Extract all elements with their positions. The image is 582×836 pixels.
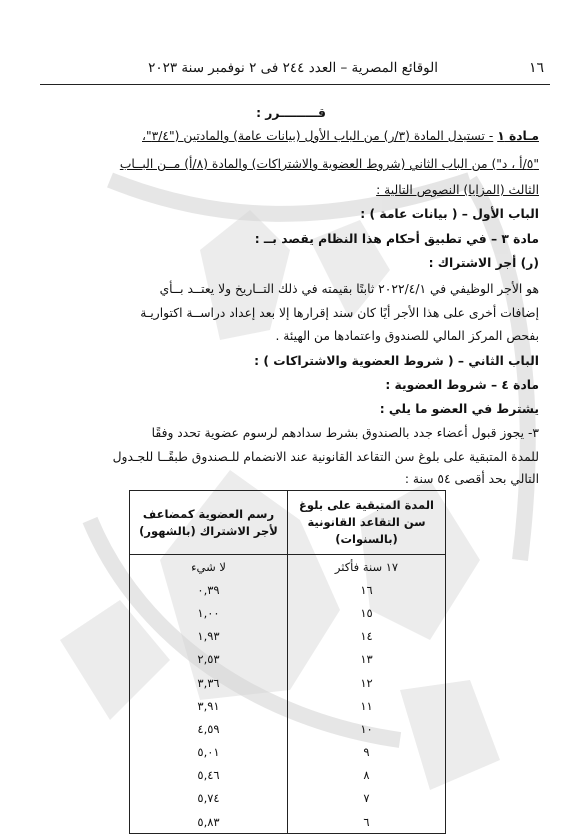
- decision-heading: قـــــــــرر :: [256, 106, 326, 120]
- fee-multiple-cell: ٥,٨٣: [130, 810, 288, 834]
- fee-multiple-cell: ٣,٩١: [130, 694, 288, 717]
- definition-r-line-1: هو الأجر الوظيفي في ٢٠٢٢/٤/١ ثابتًا بقيمته في ذلك التــاريخ ولا يعتــد بــأي: [159, 282, 539, 296]
- table-row: [130, 764, 446, 787]
- table-row: [130, 694, 446, 717]
- fee-multiple-cell: ٥,٤٦: [130, 764, 288, 787]
- condition-3-line-1: ٣- يجوز قبول أعضاء جدد بالصندوق بشرط سدادهم لرسوم عضوية تحدد وفقًا: [151, 426, 539, 440]
- fee-multiple-cell: لا شيء: [130, 555, 288, 579]
- table-row: [130, 810, 446, 834]
- article-1-line-1: [142, 127, 539, 145]
- article-1-line-2: "٥/أ ، د") من الباب الثاني (شروط العضوية والاشتراكات) والمادة (٨/أ) مــن البــاب: [119, 157, 539, 171]
- table-row: [130, 648, 446, 671]
- fee-multiple-cell: ١,٠٠: [130, 601, 288, 624]
- remaining-years-cell: ١٤: [288, 625, 446, 648]
- remaining-years-cell: ١٢: [288, 671, 446, 694]
- table-row: [130, 578, 446, 601]
- page-number: ١٦: [528, 60, 544, 76]
- table-row: [130, 555, 446, 579]
- table-row: [130, 625, 446, 648]
- page-header: [40, 56, 550, 88]
- header-rule: [40, 84, 550, 85]
- chapter-2-heading: الباب الثاني – ( شروط العضوية والاشتراكات ) :: [254, 354, 539, 368]
- article-1-line-3: الثالث (المزايا) النصوص التالية :: [376, 183, 539, 197]
- remaining-years-cell: ٦: [288, 810, 446, 834]
- membership-fee-table: [129, 490, 446, 834]
- fee-multiple-cell: ٥,٠١: [130, 741, 288, 764]
- table-header-row: [130, 491, 446, 555]
- article-3-heading: مادة ٣ – في تطبيق أحكام هذا النظام يقصد بــ :: [254, 232, 539, 246]
- condition-3-line-2: للمدة المتبقية على بلوغ سن التقاعد القانونية عند الانضمام للـصندوق طبقًــا للجـدول: [112, 450, 539, 464]
- remaining-years-cell: ١٠: [288, 717, 446, 740]
- definition-r-heading: (ر) أجر الاشتراك :: [428, 256, 539, 270]
- table-row: [130, 717, 446, 740]
- remaining-years-cell: ١٧ سنة فأكثر: [288, 555, 446, 579]
- condition-3-line-3: التالي بحد أقصى ٥٤ سنة :: [404, 472, 539, 486]
- table-row: [130, 787, 446, 810]
- remaining-years-cell: ٨: [288, 764, 446, 787]
- article-1-text-1: - تستبدل المادة (٣/ر) من الباب الأول (بيانات عامة) والمادتين ("٣/٤"،: [142, 129, 494, 143]
- chapter-1-heading: الباب الأول – ( بيانات عامة ) :: [360, 207, 539, 221]
- fee-multiple-cell: ٣,٣٦: [130, 671, 288, 694]
- fee-multiple-cell: ٠,٣٩: [130, 578, 288, 601]
- remaining-years-cell: ١١: [288, 694, 446, 717]
- article-4-heading: مادة ٤ – شروط العضوية :: [385, 378, 539, 392]
- remaining-years-cell: ١٣: [288, 648, 446, 671]
- fee-multiple-cell: ٥,٧٤: [130, 787, 288, 810]
- article-1-label: مـادة ١: [497, 129, 539, 143]
- definition-r-line-3: بفحص المركز المالي للصندوق واعتمادها من الهيئة .: [275, 329, 539, 343]
- table-row: [130, 741, 446, 764]
- definition-r-line-2: إضافات أخرى على هذا الأجر أيًا كان سند إقرارها إلا بعد إعداد دراســة اكتواريـة: [140, 306, 539, 320]
- fee-multiple-cell: ٢,٥٣: [130, 648, 288, 671]
- column-header-fee-multiple: رسم العضوية كمضاعف لأجر الاشتراك (بالشهور): [130, 491, 288, 555]
- remaining-years-cell: ١٦: [288, 578, 446, 601]
- fee-multiple-cell: ١,٩٣: [130, 625, 288, 648]
- table-row: [130, 671, 446, 694]
- member-conditions-heading: يشترط في العضو ما يلي :: [379, 402, 539, 416]
- remaining-years-cell: ٧: [288, 787, 446, 810]
- remaining-years-cell: ٩: [288, 741, 446, 764]
- fee-multiple-cell: ٤,٥٩: [130, 717, 288, 740]
- column-header-remaining-years: المدة المتبقية على بلوغ سن التقاعد القانونية (بالسنوات): [288, 491, 446, 555]
- remaining-years-cell: ١٥: [288, 601, 446, 624]
- gazette-title: الوقائع المصرية – العدد ٢٤٤ فى ٢ نوفمبر سنة ٢٠٢٣: [148, 60, 438, 76]
- table-row: [130, 601, 446, 624]
